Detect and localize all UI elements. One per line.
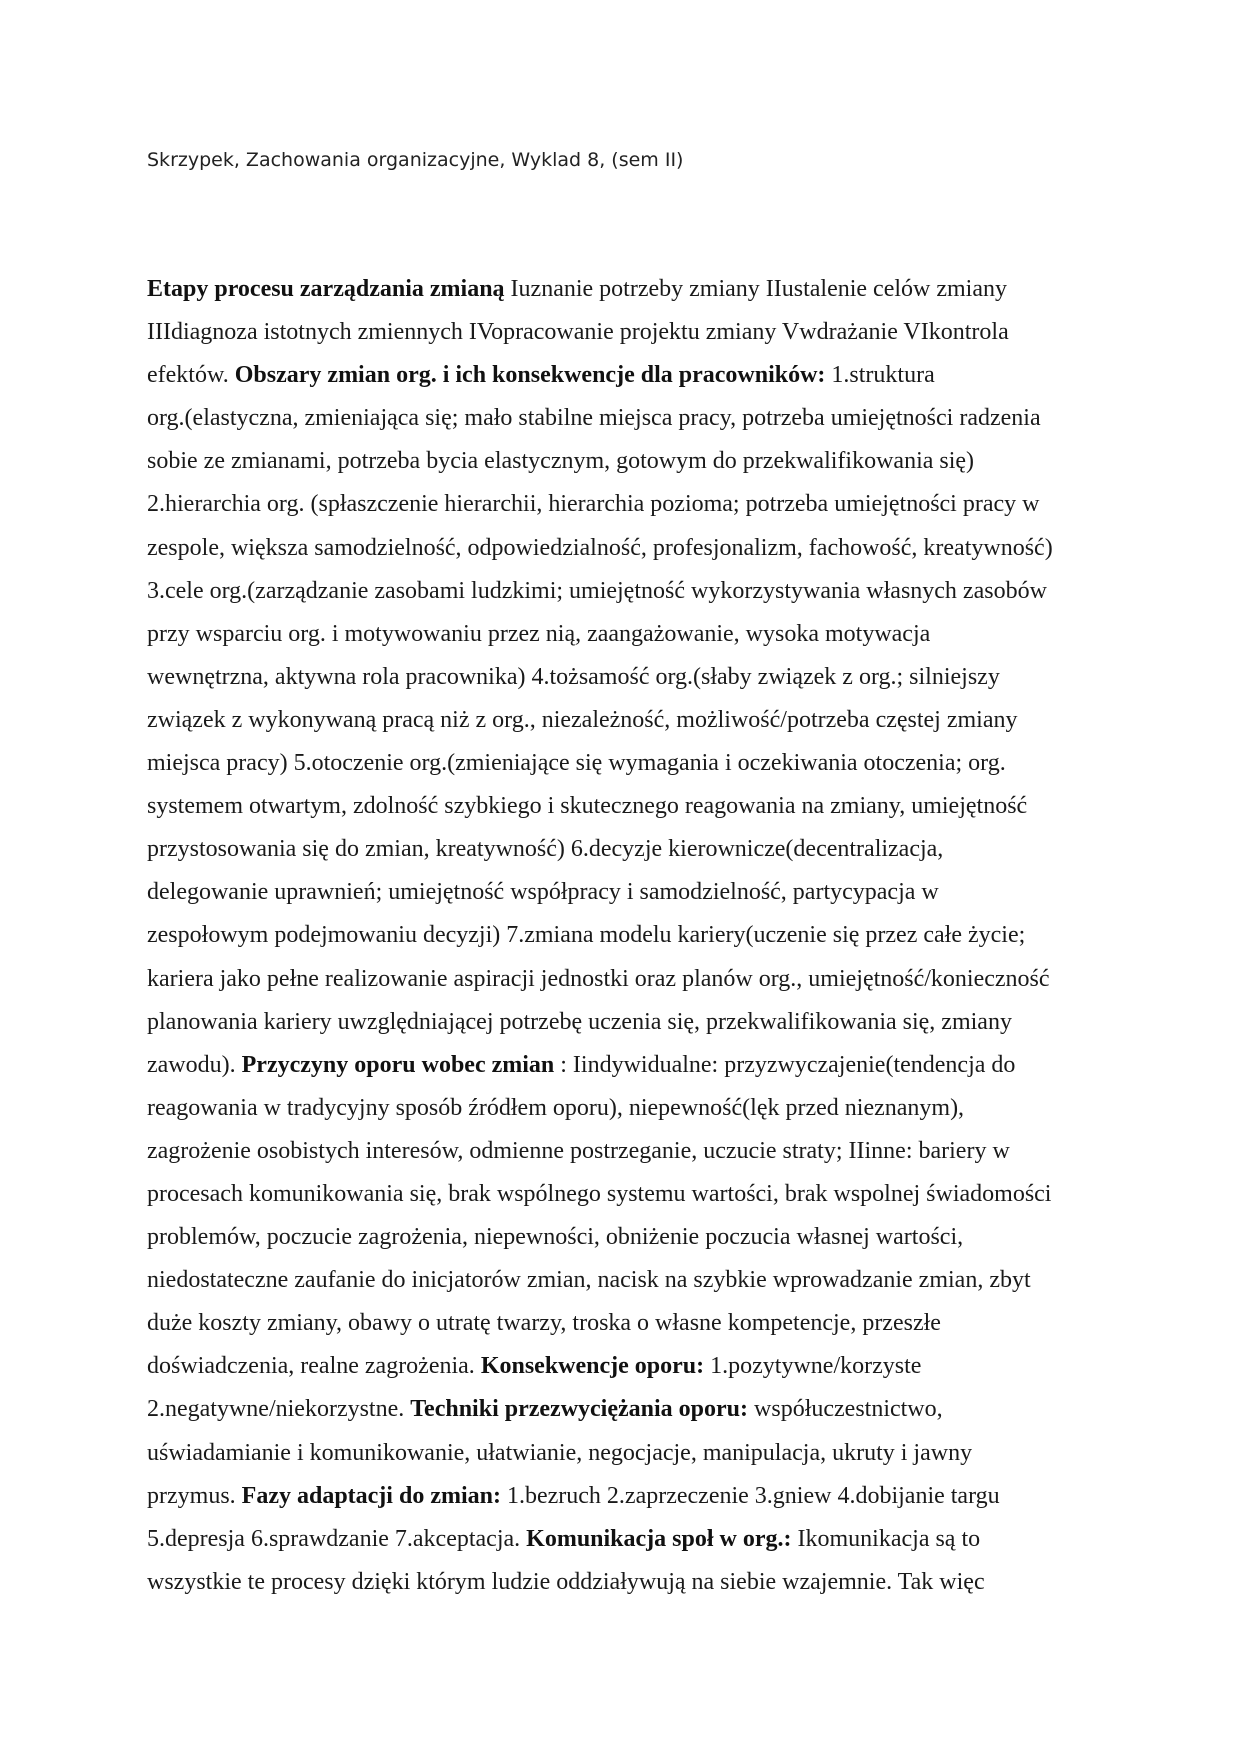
text-run: org.(elastyczna, zmieniająca się; mało stabilne miejsca pracy, potrzeba umiejętności radzenia bbox=[147, 405, 1041, 432]
text-line bbox=[147, 1432, 1107, 1475]
text-run: 1.struktura bbox=[825, 362, 935, 389]
text-line bbox=[147, 1259, 1107, 1302]
text-run: zespołowym podejmowaniu decyzji) 7.zmiana modelu kariery(uczenie się przez całe życie; bbox=[147, 922, 1026, 949]
text-run: sobie ze zmianami, potrzeba bycia elastycznym, gotowym do przekwalifikowania się) bbox=[147, 448, 975, 475]
text-line bbox=[147, 1302, 1107, 1345]
text-run: niedostateczne zaufanie do inicjatorów zmian, nacisk na szybkie wprowadzanie zmian, zbyt bbox=[147, 1267, 1031, 1294]
text-run: przystosowania się do zmian, kreatywność) 6.decyzje kierownicze(decentralizacja, bbox=[147, 836, 944, 863]
text-line bbox=[147, 958, 1107, 1001]
text-run: przy wsparciu org. i motywowaniu przez nią, zaangażowanie, wysoka motywacja bbox=[147, 620, 931, 647]
text-line bbox=[147, 1087, 1107, 1130]
text-run: IIIdiagnoza istotnych zmiennych IVopracowanie projektu zmiany Vwdrażanie VIkontrola bbox=[147, 319, 1009, 346]
text-line bbox=[147, 656, 1107, 699]
text-line bbox=[147, 527, 1107, 570]
text-line bbox=[147, 1561, 1107, 1604]
text-line bbox=[147, 1044, 1107, 1087]
text-run: współuczestnictwo, bbox=[748, 1396, 943, 1423]
text-run: duże koszty zmiany, obawy o utratę twarzy, troska o własne kompetencje, przeszłe bbox=[147, 1310, 941, 1337]
text-line bbox=[147, 828, 1107, 871]
text-line bbox=[147, 1216, 1107, 1259]
text-run: : Iindywidualne: przyzwyczajenie(tendencja do bbox=[554, 1051, 1016, 1078]
text-run: doświadczenia, realne zagrożenia. bbox=[147, 1353, 481, 1380]
text-run: reagowania w tradycyjny sposób źródłem oporu), niepewność(lęk przed nieznanym), bbox=[147, 1094, 965, 1121]
text-run: 3.cele org.(zarządzanie zasobami ludzkimi; umiejętność wykorzystywania własnych zasobów bbox=[147, 577, 1047, 604]
text-run: Ikomunikacja są to bbox=[791, 1525, 981, 1552]
text-line bbox=[147, 699, 1107, 742]
text-run: procesach komunikowania się, brak wspólnego systemu wartości, brak wspolnej świadomości bbox=[147, 1180, 1052, 1207]
text-run: wszystkie te procesy dzięki którym ludzie oddziaływują na siebie wzajemnie. Tak więc bbox=[147, 1568, 985, 1595]
text-run: zespole, większa samodzielność, odpowiedzialność, profesjonalizm, fachowość, kreatywność) bbox=[147, 534, 1053, 561]
text-line bbox=[147, 354, 1107, 397]
text-line bbox=[147, 1001, 1107, 1044]
text-run: zagrożenie osobistych interesów, odmienne postrzeganie, uczucie straty; IIinne: bariery w bbox=[147, 1137, 1010, 1164]
text-run: związek z wykonywaną pracą niż z org., niezależność, możliwość/potrzeba częstej zmiany bbox=[147, 706, 1018, 733]
bold-heading: Konsekwencje oporu: bbox=[480, 1353, 705, 1380]
bold-heading: Przyczyny oporu wobec zmian bbox=[241, 1051, 555, 1078]
text-line bbox=[147, 311, 1107, 354]
document-body bbox=[147, 268, 1107, 1604]
text-line bbox=[147, 785, 1107, 828]
text-line bbox=[147, 268, 1107, 311]
text-line bbox=[147, 570, 1107, 613]
text-line bbox=[147, 914, 1107, 957]
bold-heading: Obszary zmian org. i ich konsekwencje dla pracowników: bbox=[234, 362, 826, 389]
text-run: Iuznanie potrzeby zmiany IIustalenie celów zmiany bbox=[504, 276, 1007, 302]
text-run: przymus. bbox=[147, 1482, 242, 1509]
text-line bbox=[147, 1475, 1107, 1518]
text-line bbox=[147, 1130, 1107, 1173]
text-line bbox=[147, 440, 1107, 483]
text-line bbox=[147, 1345, 1107, 1388]
text-line bbox=[147, 1388, 1107, 1431]
text-run: planowania kariery uwzględniającej potrzebę uczenia się, przekwalifikowania się, zmiany bbox=[147, 1008, 1012, 1035]
text-run: 1.pozytywne/korzyste bbox=[704, 1353, 922, 1380]
text-line bbox=[147, 397, 1107, 440]
text-run: miejsca pracy) 5.otoczenie org.(zmieniające się wymagania i oczekiwania otoczenia; org. bbox=[147, 750, 1006, 777]
text-run: 2.negatywne/niekorzystne. bbox=[147, 1396, 411, 1423]
text-run: wewnętrzna, aktywna rola pracownika) 4.tożsamość org.(słaby związek z org.; silniejszy bbox=[147, 663, 1000, 690]
bold-heading: Techniki przezwyciężania oporu: bbox=[410, 1396, 749, 1423]
text-run: systemem otwartym, zdolność szybkiego i skutecznego reagowania na zmiany, umiejętność bbox=[147, 793, 1028, 820]
bold-heading: Fazy adaptacji do zmian: bbox=[241, 1482, 501, 1509]
text-run: 5.depresja 6.sprawdzanie 7.akceptacja. bbox=[147, 1525, 527, 1552]
text-run: 1.bezruch 2.zaprzeczenie 3.gniew 4.dobijanie targu bbox=[500, 1482, 1000, 1509]
text-line bbox=[147, 871, 1107, 914]
text-run: uświadamianie i komunikowanie, ułatwianie, negocjacje, manipulacja, ukruty i jawny bbox=[147, 1439, 973, 1466]
text-line bbox=[147, 613, 1107, 656]
text-line bbox=[147, 1173, 1107, 1216]
bold-heading: Komunikacja społ w org.: bbox=[526, 1525, 792, 1552]
text-run: efektów. bbox=[147, 362, 235, 389]
text-run: delegowanie uprawnień; umiejętność współpracy i samodzielność, partycypacja w bbox=[147, 879, 939, 906]
text-line bbox=[147, 1518, 1107, 1561]
bold-heading: Etapy procesu zarządzania zmianą bbox=[147, 276, 505, 302]
text-line bbox=[147, 742, 1107, 785]
document-header: Skrzypek, Zachowania organizacyjne, Wyklad 8, (sem II) bbox=[147, 149, 684, 171]
text-run: zawodu). bbox=[147, 1051, 242, 1078]
text-run: problemów, poczucie zagrożenia, niepewności, obniżenie poczucia własnej wartości, bbox=[147, 1224, 964, 1251]
text-run: kariera jako pełne realizowanie aspiracji jednostki oraz planów org., umiejętność/konieczność bbox=[147, 965, 1050, 992]
text-run: 2.hierarchia org. (spłaszczenie hierarchii, hierarchia pozioma; potrzeba umiejętności pracy w bbox=[147, 491, 1040, 518]
text-line bbox=[147, 483, 1107, 526]
